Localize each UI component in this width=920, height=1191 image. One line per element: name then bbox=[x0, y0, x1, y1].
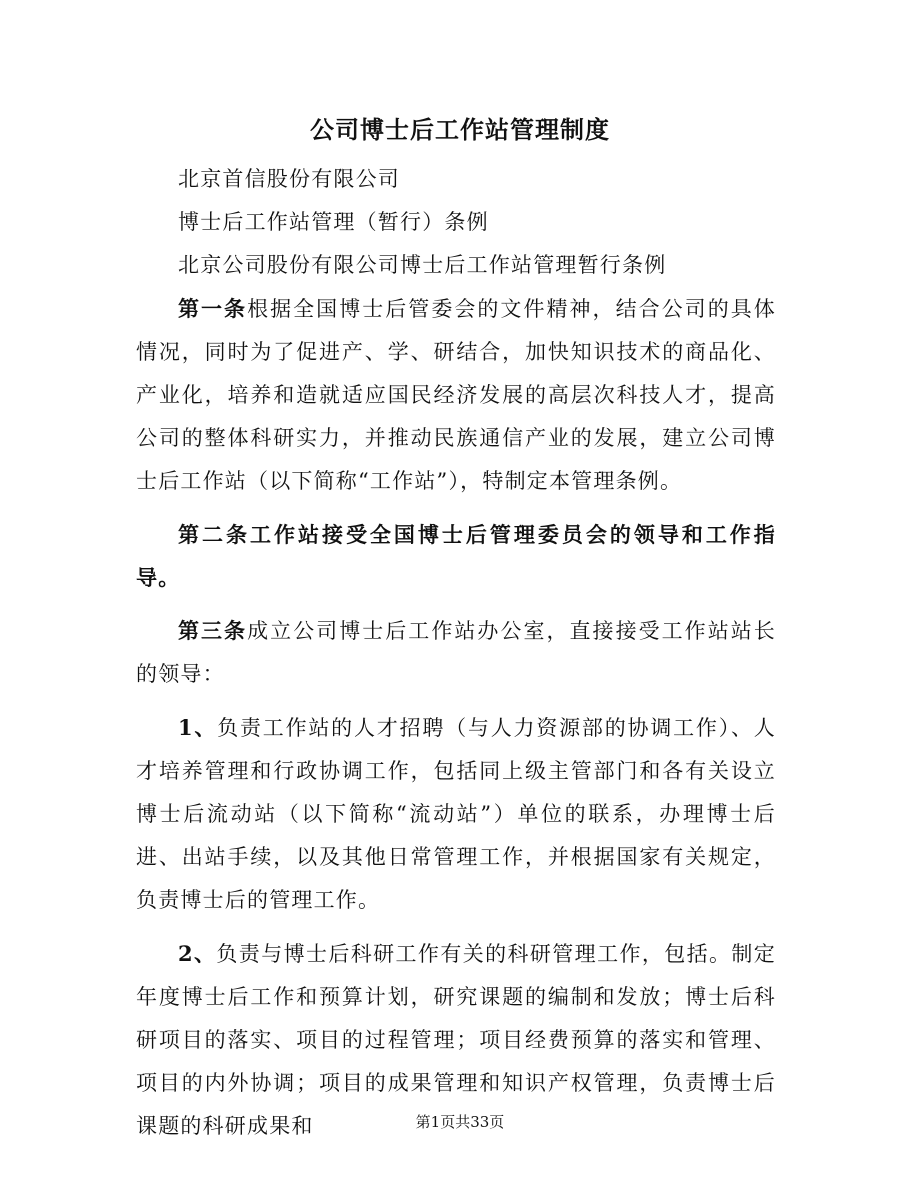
company-name-line: 北京首信股份有限公司 bbox=[178, 167, 400, 191]
document-body bbox=[136, 158, 776, 1148]
regulation-full-title-line: 北京公司股份有限公司博士后工作站管理暂行条例 bbox=[178, 253, 667, 277]
item-2-lead: 2、 bbox=[178, 941, 217, 966]
regulation-subtitle-line: 博士后工作站管理（暂行）条例 bbox=[178, 210, 489, 234]
article-3 bbox=[136, 609, 776, 696]
page-number-footer: 第1页共33页 bbox=[415, 1113, 505, 1131]
article-1 bbox=[136, 287, 776, 503]
item-2-text: 负责与博士后科研工作有关的科研管理工作，包括。制定年度博士后工作和预算计划，研究课题的编制和发放；博士后科研项目的落实、项目的过程管理；项目经费预算的落实和管理、项目的内外协调；项目的成果管理和知识产权管理，负责博士后课题的科研成果和 bbox=[136, 942, 777, 1138]
document-title: 公司博士后工作站管理制度 bbox=[310, 115, 610, 144]
article-1-text: 根据全国博士后管委会的文件精神，结合公司的具体情况，同时为了促进产、学、研结合，加快知识技术的商品化、产业化，培养和造就适应国民经济发展的高层次科技人才，提高公司的整体科研实力，并推动民族通信产业的发展，建立公司博士后工作站（以下简称“工作站”），特制定本管理条例。 bbox=[136, 297, 776, 493]
item-1-lead: 1、 bbox=[178, 715, 218, 740]
article-3-lead: 第三条 bbox=[178, 618, 248, 643]
item-1 bbox=[136, 706, 776, 922]
item-1-text: 负责工作站的人才招聘（与人力资源部的协调工作）、人才培养管理和行政协调工作，包括同上级主管部门和各有关设立博士后流动站（以下简称“流动站”）单位的联系，办理博士后进、出站手续，以及其他日常管理工作，并根据国家有关规定，负责博士后的管理工作。 bbox=[136, 716, 776, 912]
article-3-text: 成立公司博士后工作站办公室，直接接受工作站站长的领导： bbox=[136, 619, 776, 686]
article-2: 第二条工作站接受全国博士后管理委员会的领导和工作指导。 bbox=[136, 522, 776, 590]
article-1-lead: 第一条 bbox=[178, 296, 248, 321]
